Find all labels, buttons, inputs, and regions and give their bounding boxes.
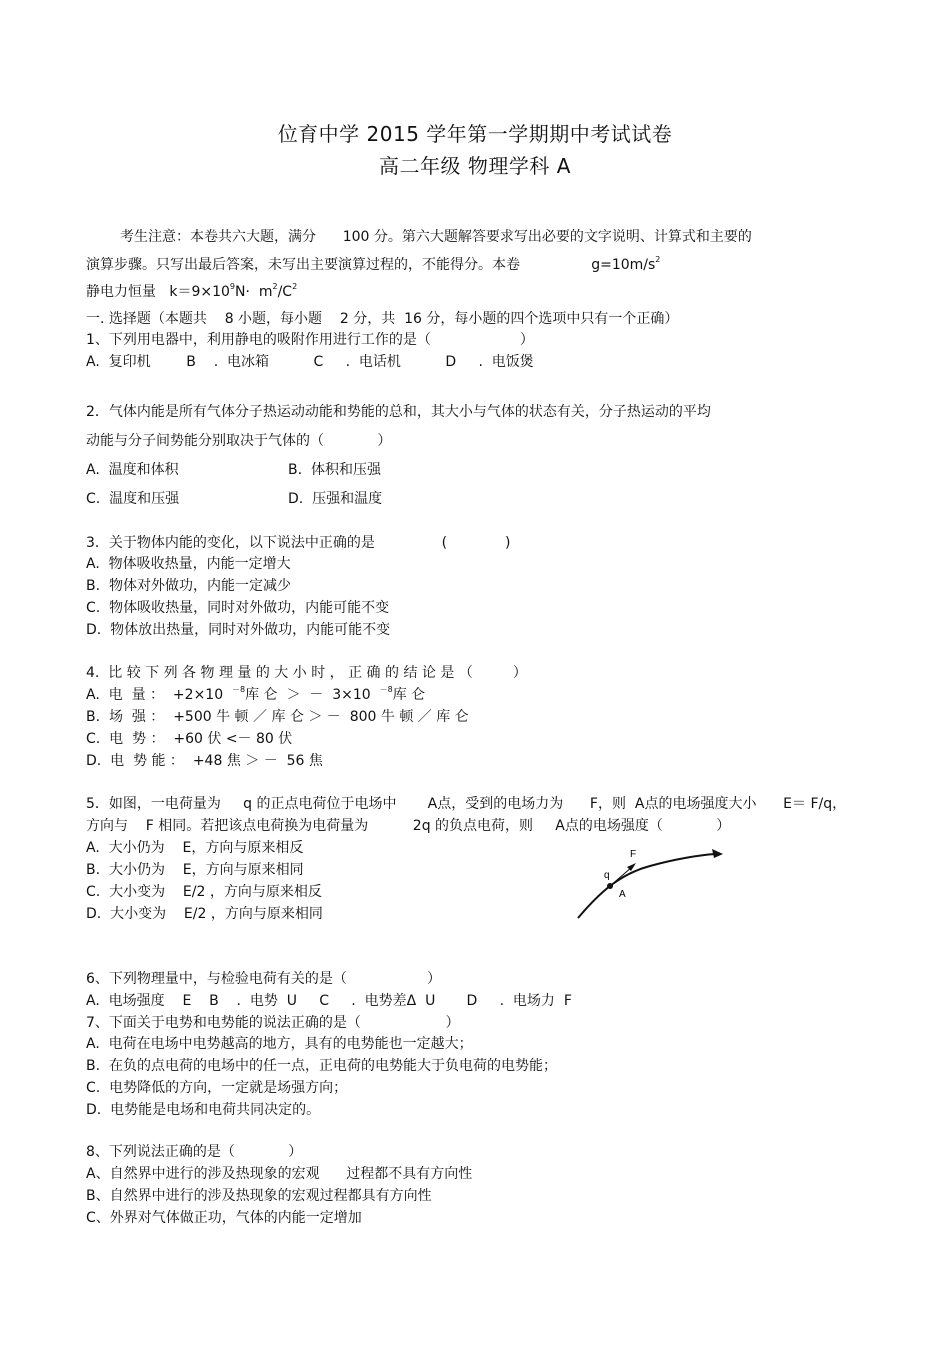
q2-option-c: C. 温度和压强 xyxy=(86,491,180,507)
point-charge-dot xyxy=(607,883,613,889)
q2-stem-1: 2．气体内能是所有气体分子热运动动能和势能的总和，其大小与气体的状态有关，分子热运动的平均 xyxy=(86,404,711,420)
q4-a-part-1: A. 电 量 ： +2×10 xyxy=(86,687,233,703)
q3-option-a: A. 物体吸收热量，内能一定增大 xyxy=(86,556,291,572)
exam-subtitle: 高二年级 物理学科 A xyxy=(379,154,571,178)
q8-option-c: C、外界对气体做正功，气体的内能一定增加 xyxy=(86,1210,362,1226)
notice-line-2 xyxy=(86,256,660,274)
q7-option-a: A. 电荷在电场中电势越高的地方，具有的电势能也一定越大； xyxy=(86,1036,473,1052)
label-f: F xyxy=(630,849,637,860)
q2-option-b: B. 体积和压强 xyxy=(288,462,381,478)
q3-option-d: D. 物体放出热量，同时对外做功，内能可能不变 xyxy=(86,622,391,638)
q1-stem: 1、下列用电器中，利用静电的吸附作用进行工作的是（ ） xyxy=(86,332,534,348)
q4-option-c: C. 电 势 ： +60 伏 <－ 80 伏 xyxy=(86,731,293,747)
electric-field-diagram xyxy=(570,842,740,927)
q8-stem: 8、下列说法正确的是（ ） xyxy=(86,1144,303,1160)
force-arrow-line xyxy=(610,867,632,886)
notice-line-2-sup: 2 xyxy=(655,255,661,264)
section-1-heading: 一. 选择题（本题共 8 小题，每小题 2 分，共 16 分，每小题的四个选项中只有一个正确） xyxy=(86,311,679,327)
field-line-arrowhead xyxy=(712,849,723,858)
q7-option-c: C. 电势降低的方向，一定就是场强方向； xyxy=(86,1080,348,1096)
q1-options: A. 复印机 B . 电冰箱 C . 电话机 D . 电饭煲 xyxy=(86,354,534,370)
q5-stem-2: 方向与 F 相同。若把该点电荷换为电荷量为 2q 的负点电荷，则 A点的电场强度（ ） xyxy=(86,818,731,834)
q4-option-a xyxy=(86,686,425,704)
q5-option-d: D. 大小变为 E/2 ，方向与原来相同 xyxy=(86,906,323,922)
label-q: q xyxy=(604,870,610,881)
q5-option-c: C. 大小变为 E/2 ，方向与原来相反 xyxy=(86,884,322,900)
q2-stem-2: 动能与分子间势能分别取决于气体的（ ） xyxy=(86,433,392,449)
q5-option-b: B. 大小仍为 E，方向与原来相同 xyxy=(86,862,304,878)
q2-option-d: D. 压强和温度 xyxy=(288,491,383,507)
q4-a-part-2: 库 仑 ＞ － 3×10 xyxy=(245,687,380,703)
notice-line-2-text: 演算步骤。只写出最后答案，未写出主要演算过程的，不能得分。本卷 g=10m/s xyxy=(86,257,656,273)
coulomb-constant-sup3: 2 xyxy=(292,282,298,291)
q4-a-exponent-2: －8 xyxy=(379,685,393,694)
q3-option-b: B. 物体对外做功，内能一定减少 xyxy=(86,578,291,594)
q8-option-a: A、自然界中进行的涉及热现象的宏观 过程都不具有方向性 xyxy=(86,1166,473,1182)
q4-a-exponent-1: －8 xyxy=(232,685,246,694)
label-a: A xyxy=(619,889,626,900)
q4-stem: 4. 比 较 下 列 各 物 理 量 的 大 小 时 ， 正 确 的 结 论 是 （ ） xyxy=(86,665,527,681)
q7-option-b: B. 在负的点电荷的电场中的任一点，正电荷的电势能大于负电荷的电势能； xyxy=(86,1058,557,1074)
q6-stem: 6、下列物理量中，与检验电荷有关的是（ ） xyxy=(86,971,442,987)
q5-option-a: A. 大小仍为 E，方向与原来相反 xyxy=(86,840,304,856)
q4-a-part-3: 库 仑 xyxy=(392,687,426,703)
q6-options: A. 电场强度 E B . 电势 U C . 电势差Δ U D . 电场力 F xyxy=(86,993,572,1009)
q7-option-d: D. 电势能是电场和电荷共同决定的。 xyxy=(86,1102,321,1118)
q4-option-d: D. 电 势 能 ： +48 焦 ＞ － 56 焦 xyxy=(86,753,323,769)
coulomb-constant-c: /C xyxy=(277,284,293,300)
coulomb-constant-sup2: 2 xyxy=(272,282,278,291)
notice-line-1: 考生注意：本卷共六大题，满分 100 分。第六大题解答要求写出必要的文字说明、计算式和主要的 xyxy=(120,229,752,245)
q3-stem: 3．关于物体内能的变化，以下说法中正确的是 ( ) xyxy=(86,535,511,551)
notice-line-3 xyxy=(86,283,297,301)
q5-stem-1: 5．如图，一电荷量为 q 的正点电荷位于电场中 A点，受到的电场力为 F，则 A点的电场强度大小 E＝ F/q， xyxy=(86,796,847,812)
coulomb-constant-b: N· m xyxy=(235,284,273,300)
q3-option-c: C. 物体吸收热量，同时对外做功，内能可能不变 xyxy=(86,600,390,616)
q8-option-b: B、自然界中进行的涉及热现象的宏观过程都具有方向性 xyxy=(86,1188,432,1204)
q4-option-b: B. 场 强 ： +500 牛 顿 ／ 库 仑 ＞ － 800 牛 顿 ／ 库 仑 xyxy=(86,709,469,725)
q2-option-a: A. 温度和体积 xyxy=(86,462,179,478)
q7-stem: 7、下面关于电势和电势能的说法正确的是（ ） xyxy=(86,1015,460,1031)
field-line xyxy=(578,854,715,918)
exam-title: 位育中学 2015 学年第一学期期中考试试卷 xyxy=(277,122,673,146)
coulomb-constant-a: 静电力恒量 k＝9×10 xyxy=(86,284,230,300)
coulomb-constant-sup1: 9 xyxy=(229,282,236,291)
